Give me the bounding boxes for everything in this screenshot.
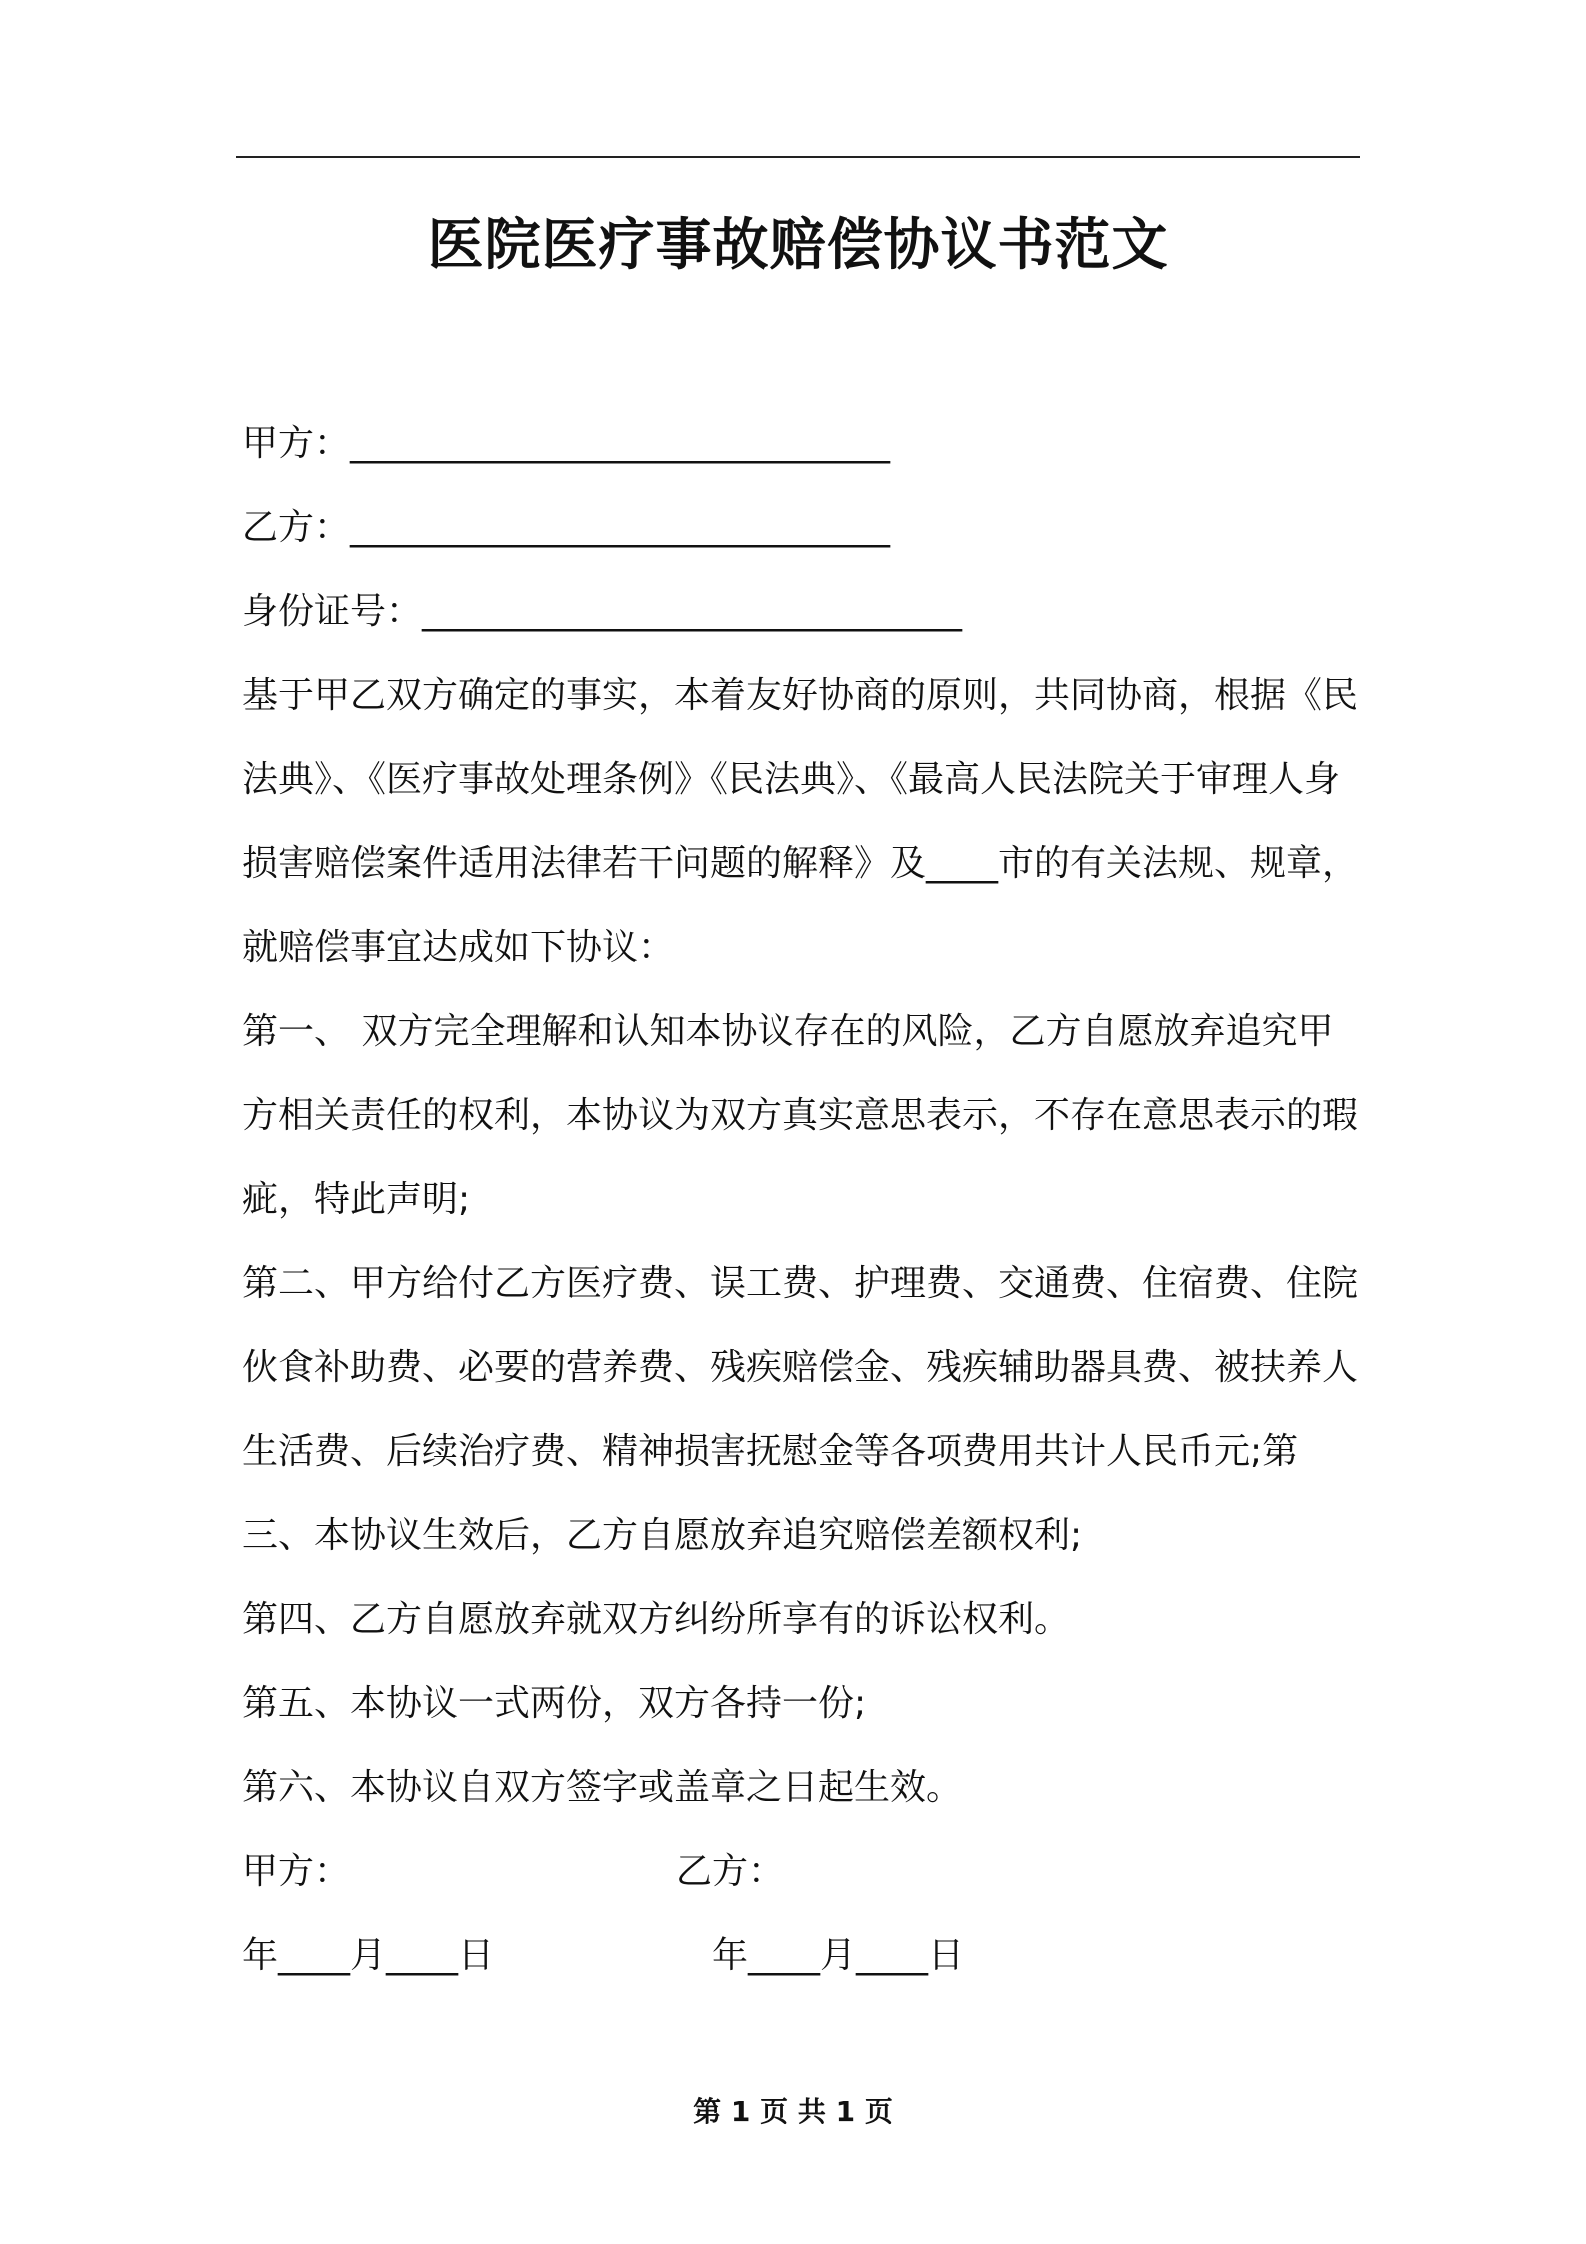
- party-b-blank: ______________________________: [350, 507, 891, 548]
- clause-2-3: 第二、甲方给付乙方医疗费、误工费、护理费、交通费、住宿费、住院伙食补助费、必要的营养费、残疾赔偿金、残疾辅助器具费、被扶养人生活费、后续治疗费、精神损害抚慰金等各项费用共计人民币元;第三、本协议生效后，乙方自愿放弃追究赔偿差额权利;: [242, 1263, 1359, 1556]
- party-b-label: 乙方：: [242, 507, 351, 548]
- date-party-a: 年____月____日: [242, 1935, 495, 1976]
- document-title: 医院医疗事故赔偿协议书范文: [427, 213, 1169, 278]
- party-a-field: [242, 402, 890, 486]
- id-number-label: 身份证号：: [242, 591, 423, 632]
- clause-4: 第四、乙方自愿放弃就双方纠纷所享有的诉讼权利。: [242, 1599, 1071, 1640]
- clause-6: 第六、本协议自双方签字或盖章之日起生效。: [242, 1767, 963, 1808]
- id-number-blank: ______________________________: [422, 591, 963, 632]
- page-number-footer: 第 1 页 共 1 页: [693, 2095, 893, 2128]
- header-rule: [236, 156, 1360, 158]
- party-a-label: 甲方：: [242, 423, 351, 464]
- clause-1: 第一、 双方完全理解和认知本协议存在的风险，乙方自愿放弃追究甲方相关责任的权利，本协议为双方真实意思表示，不存在意思表示的瑕疵，特此声明;: [242, 1011, 1359, 1220]
- clause-5: 第五、本协议一式两份，双方各持一份;: [242, 1683, 867, 1724]
- party-a-blank: ______________________________: [350, 423, 891, 464]
- date-party-b: 年____月____日: [712, 1935, 965, 1976]
- party-b-field: [242, 486, 890, 570]
- signature-party-a: 甲方：: [242, 1851, 351, 1892]
- signature-party-b: 乙方：: [676, 1851, 785, 1892]
- preamble-paragraph: 基于甲乙双方确定的事实，本着友好协商的原则，共同协商，根据《民法典》、《医疗事故处理条例》《民法典》、《最高人民法院关于审理人身损害赔偿案件适用法律若干问题的解释》及____市的有关法规、规章，就赔偿事宜达成如下协议：: [242, 675, 1359, 968]
- id-number-field: [242, 570, 962, 654]
